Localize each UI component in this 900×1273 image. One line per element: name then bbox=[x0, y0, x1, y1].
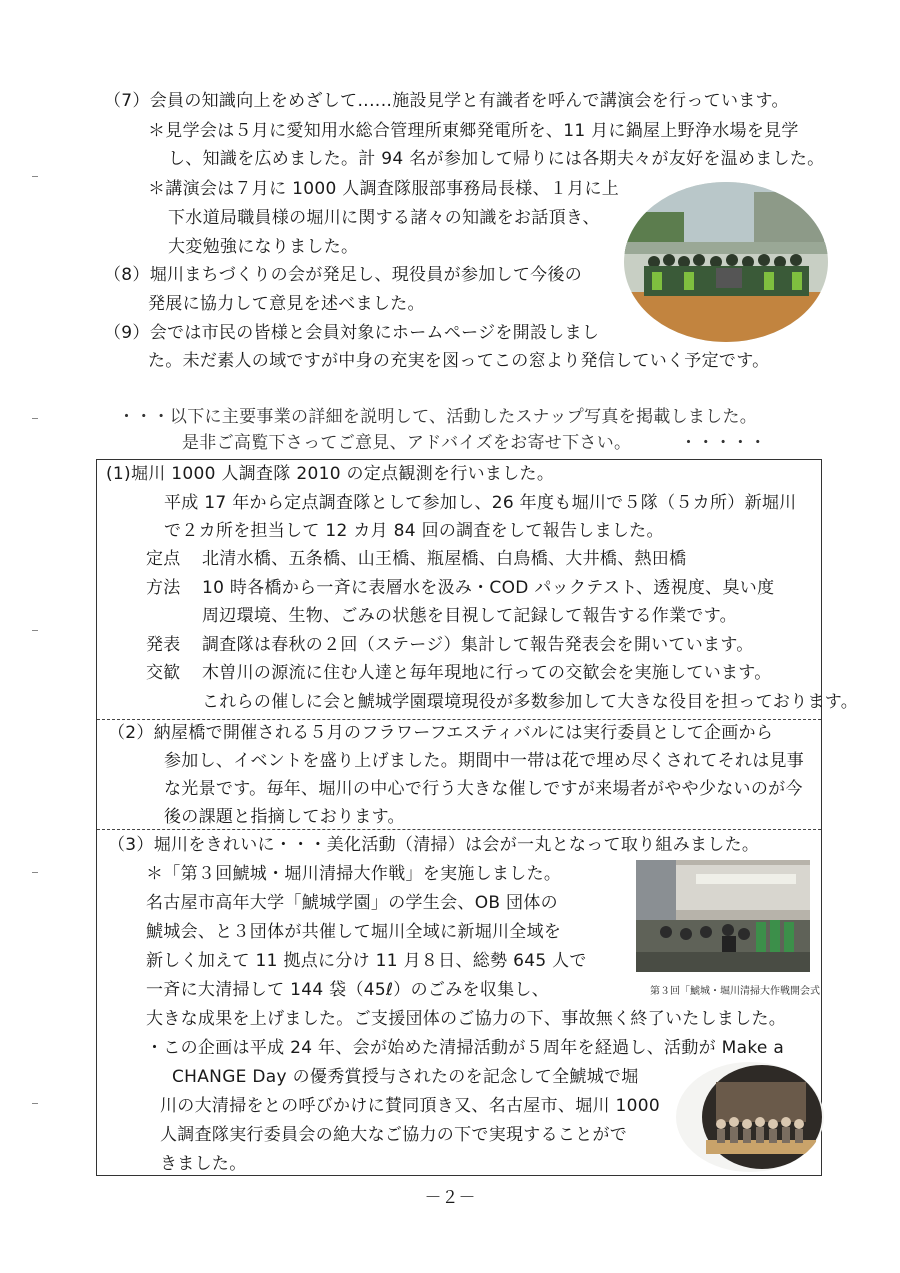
section1-body-line2: で２カ所を担当して 12 カ月 84 回の調査をして報告しました。 bbox=[164, 521, 664, 541]
section1-heading: (1)堀川 1000 人調査隊 2010 の定点観測を行いました。 bbox=[106, 464, 555, 484]
section3-line3: 鯱城会、と３団体が共催して堀川全域に新堀川全域を bbox=[146, 922, 562, 942]
item-7-heading: （7）会員の知識向上をめざして‥‥‥施設見学と有識者を呼んで講演会を行っています。 bbox=[104, 91, 789, 111]
item-9-line2: た。未だ素人の域ですが中身の充実を図ってこの窓より発信していく予定です。 bbox=[148, 351, 770, 371]
intro-line1: ・・・以下に主要事業の詳細を説明して、活動したスナップ写真を掲載しました。 bbox=[118, 407, 758, 427]
section-divider bbox=[97, 719, 821, 720]
cleanup-photo-caption: 第３回「鯱城・堀川清掃大作戦開会式 bbox=[650, 986, 820, 997]
term-exchange: 交歓 bbox=[146, 663, 181, 683]
item-8-line2: 発展に協力して意見を述べました。 bbox=[148, 294, 425, 314]
presentation-line1: 調査隊は春秋の２回（ステージ）集計して報告発表会を開いています。 bbox=[202, 635, 754, 655]
item-7-visit-line1: ＊見学会は５月に愛知用水総合管理所東郷発電所を、11 月に鍋屋上野浄水場を見学 bbox=[148, 121, 799, 141]
intro-dots: ・・・・・ bbox=[680, 433, 767, 453]
section2-line3: な光景です。毎年、堀川の中心で行う大きな催しですが来場者がやや少ないのが今 bbox=[164, 779, 803, 799]
margin-mark bbox=[32, 872, 38, 873]
section3-line4: 新しく加えて 11 拠点に分け 11 月８日、総勢 645 人で bbox=[146, 951, 587, 971]
section3-line11: きました。 bbox=[160, 1154, 247, 1174]
section3-line9: 川の大清掃をとの呼びかけに賛同頂き又、名古屋市、堀川 1000 bbox=[160, 1096, 660, 1116]
item-7-lecture-line3: 大変勉強になりました。 bbox=[168, 237, 359, 257]
section3-line6: 大きな成果を上げました。ご支援団体のご協力の下、事故無く終了いたしました。 bbox=[146, 1009, 787, 1029]
group-photo-image bbox=[624, 182, 828, 342]
exchange-line1: 木曽川の源流に住む人達と毎年現地に行っての交歓会を実施しています。 bbox=[202, 663, 772, 683]
group-photo-circle bbox=[624, 182, 828, 342]
item-8-line1: （8）堀川まちづくりの会が発足し、現役員が参加して今後の bbox=[104, 265, 583, 285]
section2-line1: （2）納屋橋で開催される５月のフラワーフエスティバルには実行委員として企画から bbox=[108, 723, 774, 743]
section-divider bbox=[97, 829, 821, 830]
section3-line10: 人調査隊実行委員会の絶大なご協力の下で実現することがで bbox=[160, 1125, 628, 1145]
section3-line8: CHANGE Day の優秀賞授与されたのを記念して全鯱城で堀 bbox=[172, 1067, 639, 1087]
cleanup-ceremony-photo bbox=[636, 860, 810, 972]
method-line2: 周辺環境、生物、ごみの状態を目視して記録して報告する作業です。 bbox=[202, 606, 737, 626]
margin-mark bbox=[32, 418, 38, 419]
term-presentation: 発表 bbox=[146, 635, 181, 655]
section3-line2: 名古屋市高年大学「鯱城学園」の学生会、OB 団体の bbox=[146, 893, 558, 913]
section1-body-line1: 平成 17 年から定点調査隊として参加し、26 年度も堀川で５隊（５カ所）新堀川 bbox=[164, 493, 797, 513]
term-method: 方法 bbox=[146, 578, 181, 598]
fixed-point-bridges: 北清水橋、五条橋、山王橋、瓶屋橋、白鳥橋、大井橋、熱田橋 bbox=[202, 549, 687, 569]
item-9-line1: （9）会では市民の皆様と会員対象にホームページを開設しまし bbox=[104, 323, 600, 343]
exchange-line2: これらの催しに会と鯱城学園環境現役が多数参加して大きな役目を担っております。 bbox=[202, 692, 859, 712]
section3-heading: （3）堀川をきれいに・・・美化活動（清掃）は会が一丸となって取り組みました。 bbox=[108, 835, 760, 855]
cleanup-ceremony-image bbox=[636, 860, 810, 972]
section3-line7: ・この企画は平成 24 年、会が始めた清掃活動が５周年を経過し、活動が Make a bbox=[146, 1038, 785, 1058]
section3-line1: ＊「第３回鯱城・堀川清掃大作戦」を実施しました。 bbox=[146, 864, 562, 884]
item-7-lecture-line2: 下水道局職員様の堀川に関する諸々の知識をお話頂き、 bbox=[168, 208, 600, 228]
item-7-lecture-line1: ＊講演会は７月に 1000 人調査隊服部事務局長様、１月に上 bbox=[148, 179, 620, 199]
method-line1: 10 時各橋から一斉に表層水を汲み・COD パックテスト、透視度、臭い度 bbox=[202, 578, 775, 598]
award-group-photo bbox=[676, 1062, 824, 1172]
margin-mark bbox=[32, 176, 38, 177]
section3-line5: 一斉に大清掃して 144 袋（45ℓ）のごみを収集し、 bbox=[146, 980, 550, 1000]
margin-mark bbox=[32, 1103, 38, 1104]
item-7-visit-line2: し、知識を広めました。計 94 名が参加して帰りには各期夫々が友好を温めました。 bbox=[168, 149, 825, 169]
term-fixed-point: 定点 bbox=[146, 549, 181, 569]
section2-line2: 参加し、イベントを盛り上げました。期間中一帯は花で埋め尽くされてそれは見事 bbox=[164, 751, 805, 771]
award-group-image bbox=[676, 1062, 824, 1172]
intro-line2: 是非ご高覧下さってご意見、アドバイズをお寄せ下さい。 bbox=[182, 433, 632, 453]
page-number: －２－ bbox=[424, 1188, 476, 1208]
margin-mark bbox=[32, 630, 38, 631]
section2-line4: 後の課題と指摘しております。 bbox=[164, 807, 405, 827]
